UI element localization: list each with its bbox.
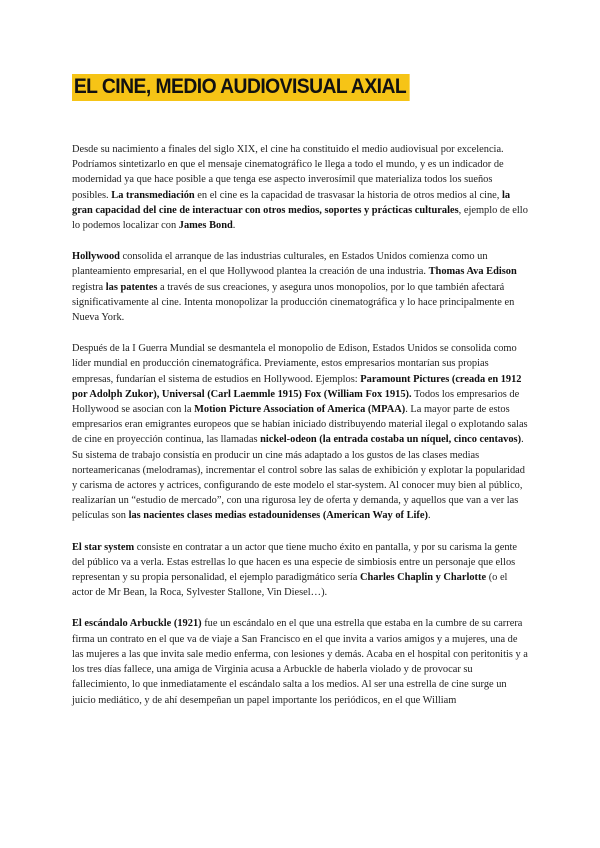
bold-text: Charles Chaplin y Charlotte [359,572,487,584]
title-highlight [72,74,439,101]
bold-text: Thomas Ava Edison [428,266,517,278]
text-run: . La mayor parte de estos empresarios eran emigrantes europeos que se habían iniciado distribuyendo material ilegal o explotando salas de cine en proyección continua, las llamadas [72,404,528,446]
text-run: fue un escándalo en el que una estrella que estaba en la cumbre de su carrera firma un contrato en el que va de viaje a San Francisco en el que invita a varios amigos y a mujeres, una de las mujeres a las que invita sale medio enferma, con lesiones y demás. Acaba en el hospital con peritonitis y a los tres días fallece, una amiga de Virginia acusa a Arbuckle de haberla violado y de provocar su fallecimiento, lo que inmediatamente el escándalo salta a los medios. Al ser una estrella de cine surge un juicio mediático, y de ahí desempeñan un papel importante los periódicos, en el que William [72,618,528,706]
bold-text: las patentes [105,281,158,293]
text-run: . [427,510,431,522]
text-run: Desde su nacimiento a finales del siglo XIX, el cine ha constituido el medio audiovisual por excelencia. Podríamos sintetizarlo en que el mensaje cinematográfico le llega a todo el mundo, y es un indicador de modernidad ya que hace posible a que tenga ese aspecto inverosímil que materializa todos los sueños posibles. [72,144,504,201]
text-run: a través de sus creaciones, y asegura unos monopolios, por lo que también afectará significativamente al cine. Intenta monopolizar la producción cinematográfica y lo hace principalmente en Nueva York. [72,281,515,324]
bold-text: las nacientes clases medias estadounidenses (American Way of Life) [128,510,428,522]
page-title: EL CINE, MEDIO AUDIOVISUAL AXIAL [72,74,410,101]
text-run: en el cine es la capacidad de trasvasar la historia de otros medios al cine, [194,189,502,201]
text-run: . Su sistema de trabajo consistía en producir un cine más adaptado a los gustos de las clases medias norteamericanas (melodramas), incrementar el control sobre las salas de exhibición y explotar la popularidad y carisma de actores y actrices, configurando de este modelo el star-system. Al conocer muy bien al público, realizarían un “estudio de mercado”, con una rigurosa ley de oferta y demanda, y aquellos que van a ver las películas son [72,434,525,522]
paragraph-hollywood [72,249,530,325]
text-run: consiste en contratar a un actor que tiene mucho éxito en pantalla, y por su carisma la gente del público va a verla. Estas estrellas lo que hacen es una especie de simbiosis entre un personaje que ellos representan y su propia personalidad, el ejemplo paradigmático sería [72,541,518,584]
bold-text: la gran capacidad del cine de interactuar con otros medios, soportes y prácticas culturales [72,189,511,216]
paragraph-arbuckle-scandal [72,616,530,707]
bold-text: nickel-odeon (la entrada costaba un níquel, cinco centavos) [260,434,522,446]
paragraph-star-system [72,540,530,601]
bold-text: La transmediación [111,189,195,201]
text-run: Después de la I Guerra Mundial se desmantela el monopolio de Edison, Estados Unidos se consolida como líder mundial en producción cinematográfica. Previamente, estos empresarios montarían sus propias empresas, fundarían el sistema de estudios en Hollywood. Ejemplos: [72,343,517,385]
bold-text: Hollywood [72,251,120,263]
text-run: . [232,220,236,232]
bold-text: El escándalo Arbuckle (1921) [72,618,202,630]
text-run: Todos los empresarios de Hollywood se asocian con la [72,388,520,416]
body-text [72,142,530,724]
bold-text: Motion Picture Association of America (MPAA) [194,404,406,416]
text-run: , ejemplo de ello lo podemos localizar con [72,204,528,232]
text-run: (o el actor de Mr Bean, la Roca, Sylvester Stallone, Vin Diesel…). [72,572,508,599]
text-run: registra [72,281,106,293]
bold-text: James Bond [178,220,233,232]
paragraph-transmediacion [72,142,530,233]
text-run: consolida el arranque de las industrias culturales, en Estados Unidos comienza como un planteamiento empresarial, en el que Hollywood plantea la creación de una industria. [72,251,488,278]
paragraph-studio-system [72,341,530,523]
bold-text: Paramount Pictures (creada en 1912 por Adolph Zukor), Universal (Carl Laemmle 1915) Fox (William Fox 1915). [72,373,522,400]
bold-text: El star system [72,541,135,553]
